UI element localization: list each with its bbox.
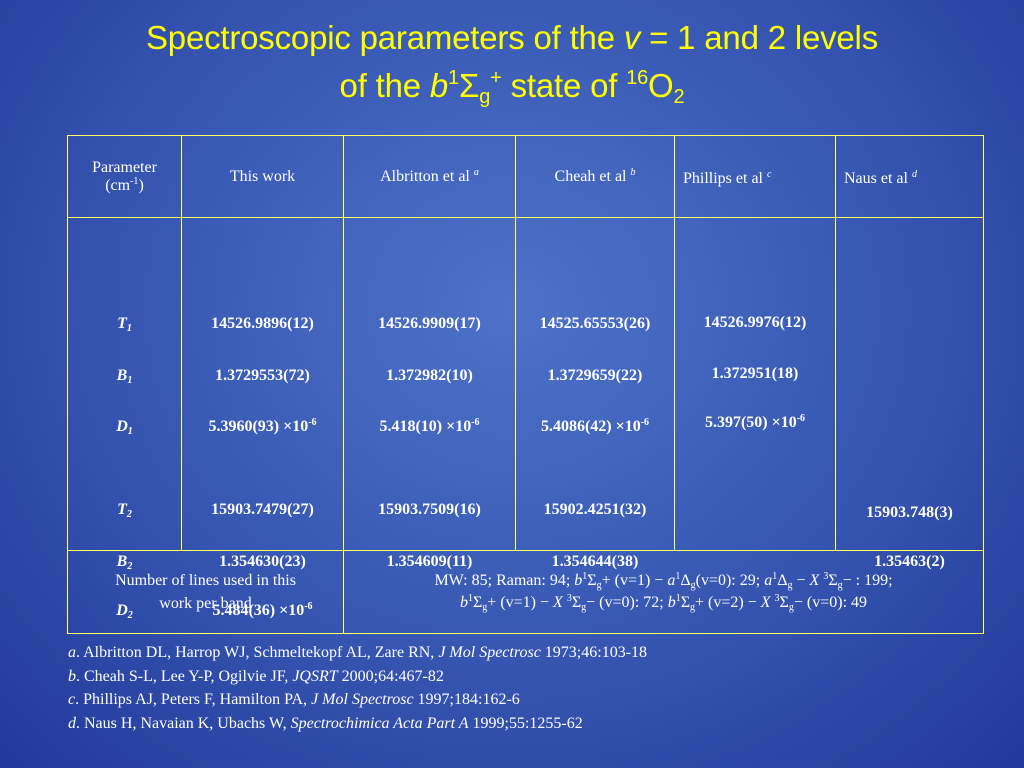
title-b: b [429,67,449,104]
ref-marker: a [473,166,479,178]
this-work-D2: $5.484(36) \times 10^{-6}$ [212,601,313,619]
title-sub: g [479,86,491,108]
footer-line-1: MW: 85; Raman: 94; $b^1\Sigma_g+ (v=1) - a^1\Delta_g(v=0)$: 29; $a^1\Delta_g - X$ $^3\Sigma_g-$ : 199; [434,571,893,591]
phillips-column [675,218,836,551]
ref-marker: d [911,169,917,180]
title-line-2 [0,62,1024,110]
this-work-B1: 1.3729553(72) [215,367,310,384]
header-text: Parameter [92,158,157,176]
header-text: Phillips et al [683,170,767,187]
title-text: of the [339,67,430,104]
title-sub: 2 [673,86,685,108]
param-D2: $D_2$ [116,602,133,621]
param-T1: $T_1$ [117,315,132,334]
header-text: Albritton et al [380,167,474,185]
cheah-T2: 15902.4251(32) [543,501,647,518]
title-sup: 1 [448,67,459,89]
parameters-table [67,135,984,634]
header-sup: -1 [130,175,139,187]
footer-label-text: Number of lines used in this [115,572,296,589]
table-header-row [68,136,984,218]
param-column [68,218,182,621]
naus-T2: 15903.748(3) [866,504,953,521]
cheah-B2: 1.354644(38) [551,553,639,570]
header-phillips [675,136,836,218]
cheah-T1: 14525.65553(26) [539,315,651,332]
param-B1: $B_1$ [116,367,133,386]
reference-d: d. Naus H, Navaian K, Ubachs W, Spectrochimica Acta Part A 1999;55:1255-62 [68,714,583,732]
header-text: Naus et al [844,170,912,187]
naus-column [836,218,984,570]
ref-marker: b [630,166,636,178]
header-this-work [182,136,344,218]
this-work-D1: $5.3960(93) \times 10^{-6}$ [208,417,317,435]
this-work-T1: 14526.9896(12) [211,315,314,332]
this-work-B2: 1.354630(23) [219,553,306,570]
param-D1: $D_1$ [116,418,133,437]
header-text: Cheah et al [554,167,631,185]
references [68,641,1008,735]
table-values-row [68,218,984,551]
title-sigma: Σ [458,67,480,104]
cheah-B1: 1.3729659(22) [547,367,643,384]
phillips-B1: 1.372951(18) [711,365,799,382]
header-parameter [68,136,182,218]
footer-label-text: work per band [159,595,252,612]
title-text: O [648,67,674,104]
header-text: (cm [105,176,131,194]
reference-a: a. Albritton DL, Harrop WJ, Schmeltekopf AL, Zare RN, J Mol Spectrosc 1973;46:103-18 [68,644,648,661]
naus-B2: 1.35463(2) [874,553,945,570]
this-work-T2: 15903.7479(27) [211,501,314,518]
title-sup: 16 [626,67,649,89]
reference-c: c. Phillips AJ, Peters F, Hamilton PA, J Mol Spectrosc 1997;184:162-6 [68,691,520,708]
footer-line-2: $b^1\Sigma_g+ (v=1) - X$ $^3\Sigma_g- (v=0)$: 72; $b^1\Sigma_g+ (v=2) - X$ $^3\Sigma_g- (v=0)$: 49 [459,593,868,613]
header-naus [836,136,984,218]
albritton-column [344,218,516,570]
cheah-D1: $5.4086(42) \times 10^{-6}$ [540,417,650,435]
cheah-column [516,218,675,570]
albritton-B2: 1.354609(11) [386,553,473,570]
header-text: ) [138,176,144,194]
albritton-T2: 15903.7509(16) [378,501,481,518]
ref-marker: c [767,169,772,180]
title-line-1 [0,14,1024,62]
title-text: = 1 and 2 levels [640,19,878,56]
title-text: state of [501,67,627,104]
header-units [68,177,181,195]
param-B2: $B_2$ [116,553,133,572]
albritton-T1: 14526.9909(17) [378,315,481,332]
header-cheah [516,136,675,218]
title-sup: + [490,67,502,89]
albritton-D1: $5.418(10) \times 10^{-6}$ [379,417,480,435]
header-text: This work [229,167,296,185]
title-v: v [623,19,641,56]
albritton-B1: 1.372982(10) [386,367,473,384]
header-albritton [344,136,516,218]
phillips-D1: $5.397(50) \times 10^{-6}$ [704,413,806,431]
phillips-T1: 14526.9976(12) [703,314,807,331]
param-T2: $T_2$ [117,501,132,520]
reference-b: b. Cheah S-L, Lee Y-P, Ogilvie JF, JQSRT 2000;64:467-82 [68,667,444,685]
title-text: Spectroscopic parameters of the [145,19,624,56]
slide-title [0,14,1024,110]
